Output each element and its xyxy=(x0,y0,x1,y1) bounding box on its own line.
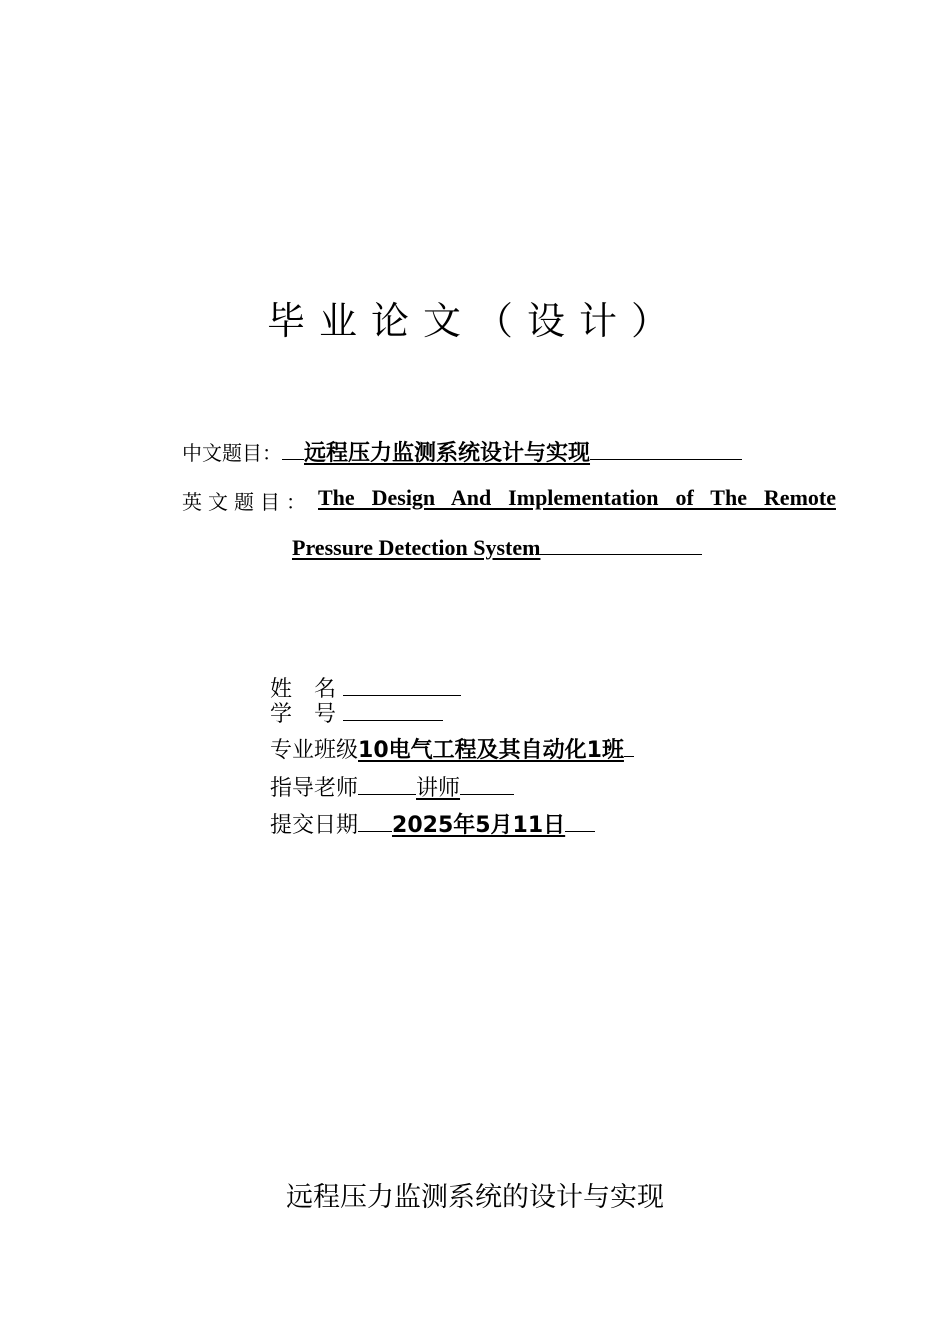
zh-topic-underline-lead xyxy=(282,459,304,460)
class-row xyxy=(270,733,634,764)
footer-subtitle: 远程压力监测系统的设计与实现 xyxy=(286,1182,664,1213)
en-topic-value-line1: The Design And Implementation of The Remote xyxy=(318,485,836,510)
en-topic-value-line2: Pressure Detection System xyxy=(292,535,541,560)
advisor-underline-lead xyxy=(358,794,416,795)
student-id-label: 学 号 xyxy=(270,702,337,727)
submit-date-label: 提交日期 xyxy=(270,813,359,838)
date-row xyxy=(270,808,595,839)
submit-date-value: 2025年5月11日 xyxy=(392,813,566,838)
en-topic-line2-wrap xyxy=(292,535,702,561)
zh-topic-value: 远程压力监测系统设计与实现 xyxy=(304,441,591,466)
advisor-underline-tail xyxy=(460,794,514,795)
class-underline-tail xyxy=(624,756,634,757)
student-id-field-blank xyxy=(343,720,443,721)
advisor-value: 讲师 xyxy=(416,776,461,801)
zh-topic-underline-tail xyxy=(590,459,742,460)
advisor-row xyxy=(270,771,514,802)
class-label: 专业班级 xyxy=(270,738,359,763)
name-field-blank xyxy=(343,695,461,696)
date-underline-tail xyxy=(565,831,595,832)
advisor-label: 指导老师 xyxy=(270,776,359,801)
thesis-main-title: 毕业论文（设计） xyxy=(266,299,683,343)
id-row xyxy=(270,697,443,728)
en-topic-underline-tail xyxy=(540,554,702,555)
class-value: 10电气工程及其自动化1班 xyxy=(358,738,624,763)
en-topic-label: 英文题目： xyxy=(182,490,312,514)
zh-topic-row xyxy=(182,436,742,467)
date-underline-lead xyxy=(358,831,392,832)
zh-topic-label: 中文题目： xyxy=(182,441,282,465)
en-topic-line1-wrap xyxy=(318,485,836,511)
en-topic-row xyxy=(182,486,312,515)
name-label: 姓 名 xyxy=(270,677,337,702)
